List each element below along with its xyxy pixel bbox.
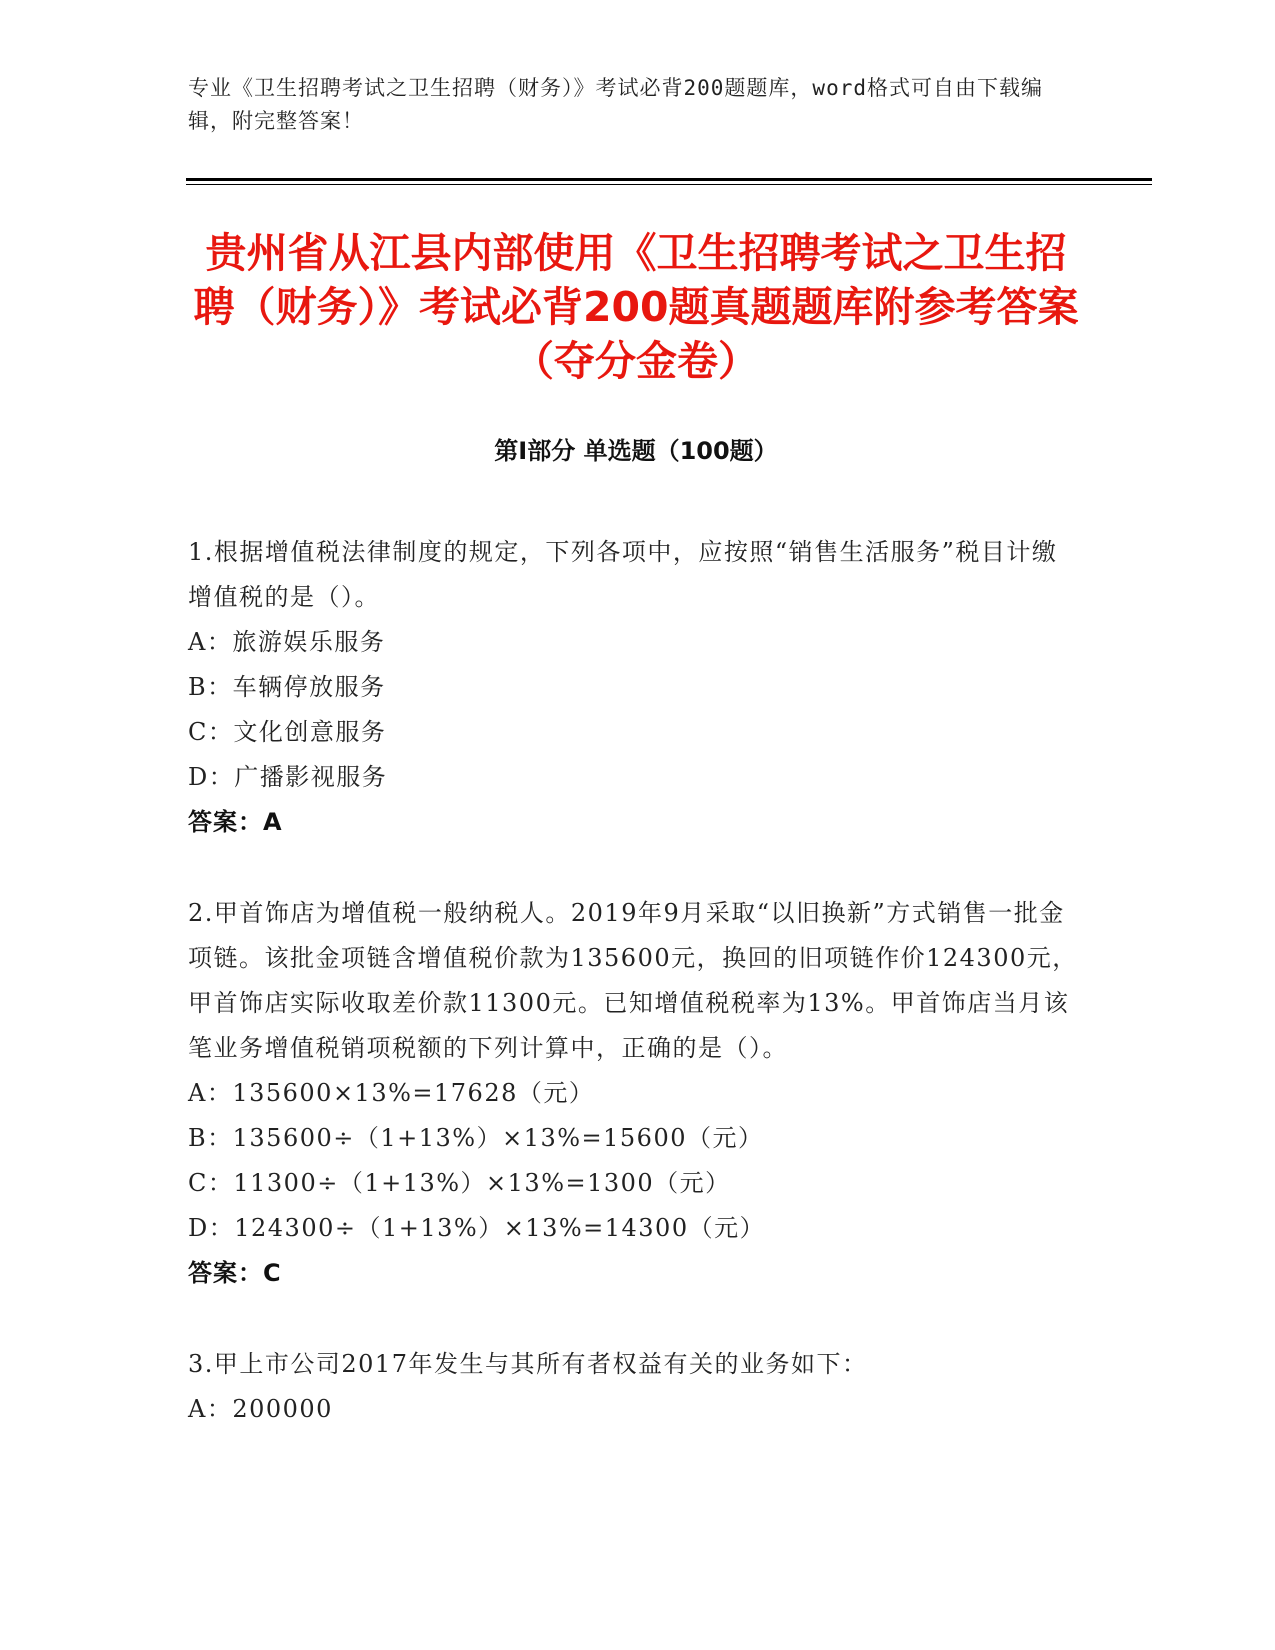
option-d: D：广播影视服务 [188, 763, 388, 791]
header-divider-thin [186, 184, 1152, 185]
question-list [188, 530, 1078, 1478]
header-divider-thick [186, 178, 1152, 181]
question-stem: 3.甲上市公司2017年发生与其所有者权益有关的业务如下： [188, 1350, 868, 1378]
question-3 [188, 1342, 1078, 1432]
section-title: 第Ⅰ部分 单选题（100题） [494, 437, 778, 465]
header-note: 专业《卫生招聘考试之卫生招聘（财务）》考试必背200题题库，word格式可自由下载编辑，附完整答案！ [188, 76, 1043, 133]
question-2 [188, 891, 1078, 1296]
answer: 答案：C [188, 1259, 282, 1287]
option-a: A：200000 [188, 1395, 333, 1423]
answer: 答案：A [188, 808, 283, 836]
question-stem: 1.根据增值税法律制度的规定，下列各项中，应按照“销售生活服务”税目计缴增值税的是（）。 [188, 538, 1058, 611]
question-1 [188, 530, 1078, 845]
option-b: B：135600÷（1+13%）×13%=15600（元） [188, 1124, 764, 1152]
document-title: 贵州省从江县内部使用《卫生招聘考试之卫生招聘（财务）》考试必背200题真题题库附参考答案（夺分金卷） [193, 229, 1079, 385]
question-stem: 2.甲首饰店为增值税一般纳税人。2019年9月采取“以旧换新”方式销售一批金项链。该批金项链含增值税价款为135600元，换回的旧项链作价124300元，甲首饰店实际收取差价款11300元。已知增值税税率为13%。甲首饰店当月该笔业务增值税销项税额的下列计算中，正确的是（）。 [188, 899, 1078, 1062]
option-a: A：135600×13%=17628（元） [188, 1079, 595, 1107]
option-c: C：11300÷（1+13%）×13%=1300（元） [188, 1169, 731, 1197]
option-b: B：车辆停放服务 [188, 673, 386, 701]
option-d: D：124300÷（1+13%）×13%=14300（元） [188, 1214, 766, 1242]
option-a: A：旅游娱乐服务 [188, 628, 386, 656]
option-c: C：文化创意服务 [188, 718, 387, 746]
